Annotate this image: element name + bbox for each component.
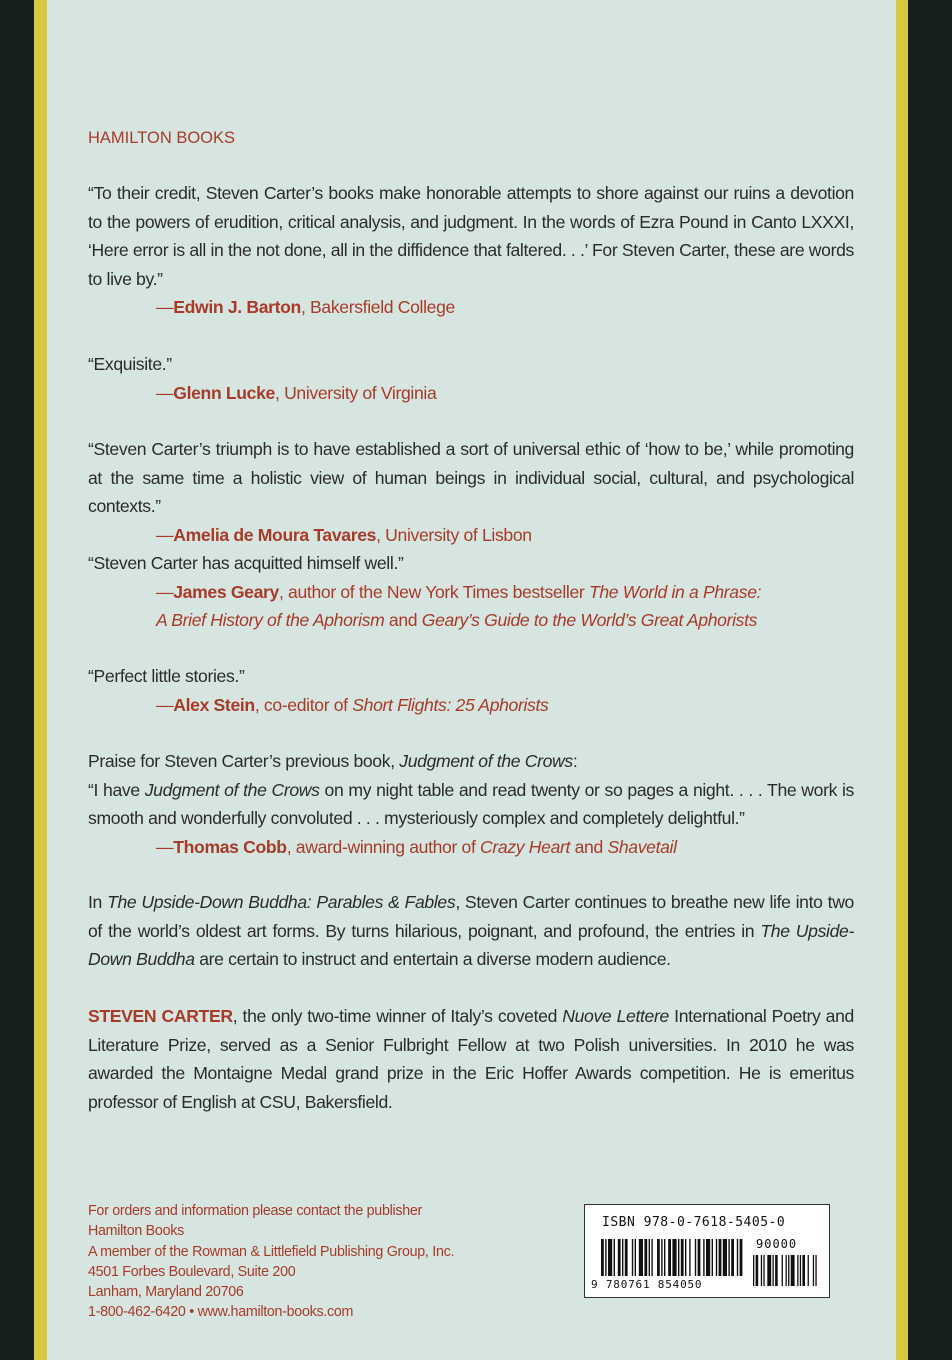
description-text bbox=[88, 888, 854, 974]
barcode-addon-bar bbox=[791, 1255, 795, 1286]
intro-colon: : bbox=[572, 751, 578, 771]
isbn-number: ISBN 978-0-7618-5405-0 bbox=[602, 1215, 786, 1230]
barcode-bar bbox=[723, 1239, 727, 1276]
blurb-tavares bbox=[88, 435, 854, 549]
barcode-bar bbox=[689, 1239, 690, 1276]
previous-book-intro bbox=[88, 747, 854, 776]
barcode-addon-bar bbox=[788, 1255, 789, 1286]
contact-line: Hamilton Books bbox=[88, 1223, 184, 1240]
barcode-bar bbox=[712, 1239, 713, 1276]
isbn-barcode bbox=[584, 1204, 830, 1298]
blurb-quote: “Steven Carter’s triumph is to have established a sort of universal ethic of ‘how to be,’ while promoting at the same time a holistic view of human beings in individual social, cultural, and psychological contexts.” bbox=[88, 439, 854, 516]
book-title: A Brief History of the Aphorism bbox=[156, 610, 385, 630]
endorser-affiliation: , Bakersfield College bbox=[300, 297, 455, 317]
barcode-bar bbox=[614, 1239, 615, 1276]
barcode-addon-bar bbox=[797, 1255, 798, 1286]
barcode-bar bbox=[651, 1239, 652, 1276]
contact-line: Lanham, Maryland 20706 bbox=[88, 1284, 244, 1301]
endorser-name: Amelia de Moura Tavares bbox=[173, 524, 377, 545]
quote-text: on my night table and read twenty or so pages a night. . . . The work is smooth and wonderfully convoluted . . . mysteriously complex and completely delightful.” bbox=[88, 779, 854, 828]
author-bio bbox=[88, 1002, 854, 1116]
bio-part: International Poetry and Literature Prize, served as a Senior Fulbright Fellow at two Polish universities. In 2010 he was awarded the Montaigne Medal grand prize in the Eric Hoffer Awards competition. He is emeritus professor of English at CSU, Bakersfield. bbox=[88, 1006, 854, 1112]
blurb-attribution: —Glenn Lucke, University of Virginia bbox=[156, 382, 437, 403]
description-part: , Steven Carter continues to breathe new life into two of the world’s oldest art forms. By turns hilarious, poignant, and profound, the entries in bbox=[88, 892, 854, 941]
barcode-addon-bar bbox=[808, 1255, 809, 1286]
barcode-bar bbox=[644, 1239, 647, 1276]
book-title: Short Flights: 25 Aphorists bbox=[352, 694, 549, 715]
barcode-bar bbox=[635, 1239, 636, 1276]
ean-digits: 9 780761 854050 bbox=[591, 1278, 703, 1291]
book-title: Judgment of the Crows bbox=[144, 779, 320, 800]
endorser-affiliation: , University of Lisbon bbox=[376, 524, 532, 545]
book-title: Judgment of the Crows bbox=[399, 751, 573, 771]
book-title: Geary’s Guide to the World’s Great Aphorists bbox=[421, 610, 758, 630]
barcode-bar bbox=[661, 1239, 662, 1276]
description-part: are certain to instruct and entertain a diverse modern audience. bbox=[194, 949, 671, 969]
publisher-contact bbox=[88, 1201, 454, 1323]
barcode-addon-bar bbox=[786, 1255, 787, 1286]
publisher-heading: HAMILTON BOOKS bbox=[88, 129, 236, 147]
barcode-addon-bar bbox=[782, 1255, 783, 1286]
blurb-stein bbox=[88, 662, 854, 719]
barcode-addon-bar bbox=[815, 1255, 816, 1286]
barcode-bar bbox=[618, 1239, 621, 1276]
barcode-bar bbox=[716, 1239, 717, 1276]
barcode-bar bbox=[649, 1239, 650, 1276]
book-title: The World in a Phrase: bbox=[588, 581, 762, 602]
barcode-bar bbox=[681, 1239, 684, 1276]
bio-part: , the only two-time winner of Italy’s coveted bbox=[232, 1006, 563, 1026]
barcode-bar bbox=[672, 1239, 676, 1276]
endorser-name: Thomas Cobb bbox=[173, 836, 287, 857]
blurb-lucke bbox=[88, 350, 854, 407]
barcode-bar bbox=[632, 1239, 633, 1276]
blurb-attribution: —Alex Stein, co-editor of Short Flights: 25 Aphorists bbox=[156, 694, 549, 715]
intro-text: Praise for Steven Carter’s previous book, bbox=[88, 751, 400, 771]
barcode-bar bbox=[703, 1239, 704, 1276]
book-title: Shavetail bbox=[607, 836, 677, 857]
barcode-addon-bar bbox=[813, 1255, 814, 1286]
endorser-affiliation: , author of the New York Times bestseller bbox=[278, 581, 589, 602]
contact-line: 4501 Forbes Boulevard, Suite 200 bbox=[88, 1263, 296, 1280]
blurb-attribution: —Thomas Cobb, award-winning author of Crazy Heart and Shavetail bbox=[156, 836, 677, 857]
conjunction: and bbox=[570, 836, 608, 857]
barcode-bar bbox=[695, 1239, 696, 1276]
barcode-bar bbox=[668, 1239, 671, 1276]
endorser-affiliation: , co-editor of bbox=[254, 694, 353, 715]
endorser-affiliation: , University of Virginia bbox=[275, 382, 437, 403]
blurb-attribution: —James Geary, author of the New York Times bestseller The World in a Phrase: A Brief History of the Aphorism and Geary’s Guide to the World’s Great Aphorists bbox=[156, 581, 762, 630]
barcode-bar bbox=[608, 1239, 612, 1276]
blurb-barton bbox=[88, 179, 854, 322]
barcode-bar bbox=[625, 1239, 628, 1276]
barcode-addon-bar bbox=[800, 1255, 801, 1286]
endorser-name: Edwin J. Barton bbox=[173, 297, 301, 317]
quote-text: “I have bbox=[88, 779, 145, 800]
barcode-bar bbox=[605, 1239, 606, 1276]
blurb-cobb bbox=[88, 747, 854, 861]
barcode-addon-bar bbox=[775, 1255, 778, 1286]
endorser-name: Glenn Lucke bbox=[173, 382, 275, 403]
endorser-name: James Geary bbox=[173, 581, 279, 602]
barcode-bar bbox=[737, 1239, 738, 1276]
contact-line: A member of the Rowman & Littlefield Publishing Group, Inc. bbox=[88, 1243, 455, 1260]
book-description bbox=[88, 888, 854, 974]
endorser-name: Alex Stein bbox=[173, 694, 255, 715]
blurb-quote: “To their credit, Steven Carter’s books make honorable attempts to shore against our ruins a devotion to the powers of erudition, critical analysis, and judgment. In the words of Ezra Pound in Canto LXXXI, ‘Here error is all in the not done, all in the diffidence that faltered. . .’ For Steven Carter, these are words to live by.” bbox=[88, 183, 854, 289]
barcode-addon-bar bbox=[802, 1255, 805, 1286]
right-yellow-stripe bbox=[896, 0, 908, 1360]
blurb-geary bbox=[88, 549, 854, 635]
book-title: The Upside-Down Buddha bbox=[88, 920, 854, 969]
barcode-bar bbox=[601, 1239, 604, 1276]
barcode-addon-bar bbox=[756, 1255, 759, 1286]
blurb-quote: “Steven Carter has acquitted himself well.” bbox=[88, 553, 404, 573]
barcode-bar bbox=[740, 1239, 743, 1276]
prize-name: Nuove Lettere bbox=[562, 1006, 669, 1026]
barcode-addon-bar bbox=[763, 1255, 764, 1286]
blurb-quote: “Perfect little stories.” bbox=[88, 666, 245, 686]
barcode-bar bbox=[657, 1239, 660, 1276]
bio-text bbox=[88, 1002, 854, 1116]
book-title: The Upside-Down Buddha: Parables & Fables bbox=[107, 892, 456, 912]
blurb-attribution: —Amelia de Moura Tavares, University of Lisbon bbox=[156, 524, 532, 545]
contact-line: 1-800-462-6420 • www.hamilton-books.com bbox=[88, 1304, 354, 1321]
description-part: In bbox=[88, 892, 108, 912]
barcode-addon-bar bbox=[767, 1255, 771, 1286]
barcode-addon-bar bbox=[761, 1255, 762, 1286]
barcode-bar bbox=[719, 1239, 722, 1276]
price-code: 90000 bbox=[756, 1237, 798, 1251]
barcode-bar bbox=[664, 1239, 665, 1276]
barcode-bar bbox=[728, 1239, 729, 1276]
blurb-quote: “Exquisite.” bbox=[88, 354, 172, 374]
left-yellow-stripe bbox=[34, 0, 47, 1360]
barcode-bar bbox=[731, 1239, 734, 1276]
barcode-bar bbox=[698, 1239, 701, 1276]
endorser-affiliation: , award-winning author of bbox=[286, 836, 481, 857]
book-title: Crazy Heart bbox=[480, 836, 571, 857]
barcode-bar bbox=[706, 1239, 710, 1276]
blurb-quote bbox=[88, 776, 854, 833]
author-name: STEVEN CARTER bbox=[88, 1006, 233, 1026]
barcode-bar bbox=[678, 1239, 679, 1276]
blurb-attribution: —Edwin J. Barton, Bakersfield College bbox=[156, 297, 455, 317]
contact-line: For orders and information please contact the publisher bbox=[88, 1203, 422, 1219]
barcode-addon-bar bbox=[773, 1255, 774, 1286]
barcode-bar bbox=[685, 1239, 686, 1276]
conjunction: and bbox=[384, 610, 422, 630]
barcode-bar bbox=[639, 1239, 643, 1276]
barcode-addon-bar bbox=[753, 1255, 754, 1286]
barcode-bar bbox=[622, 1239, 623, 1276]
